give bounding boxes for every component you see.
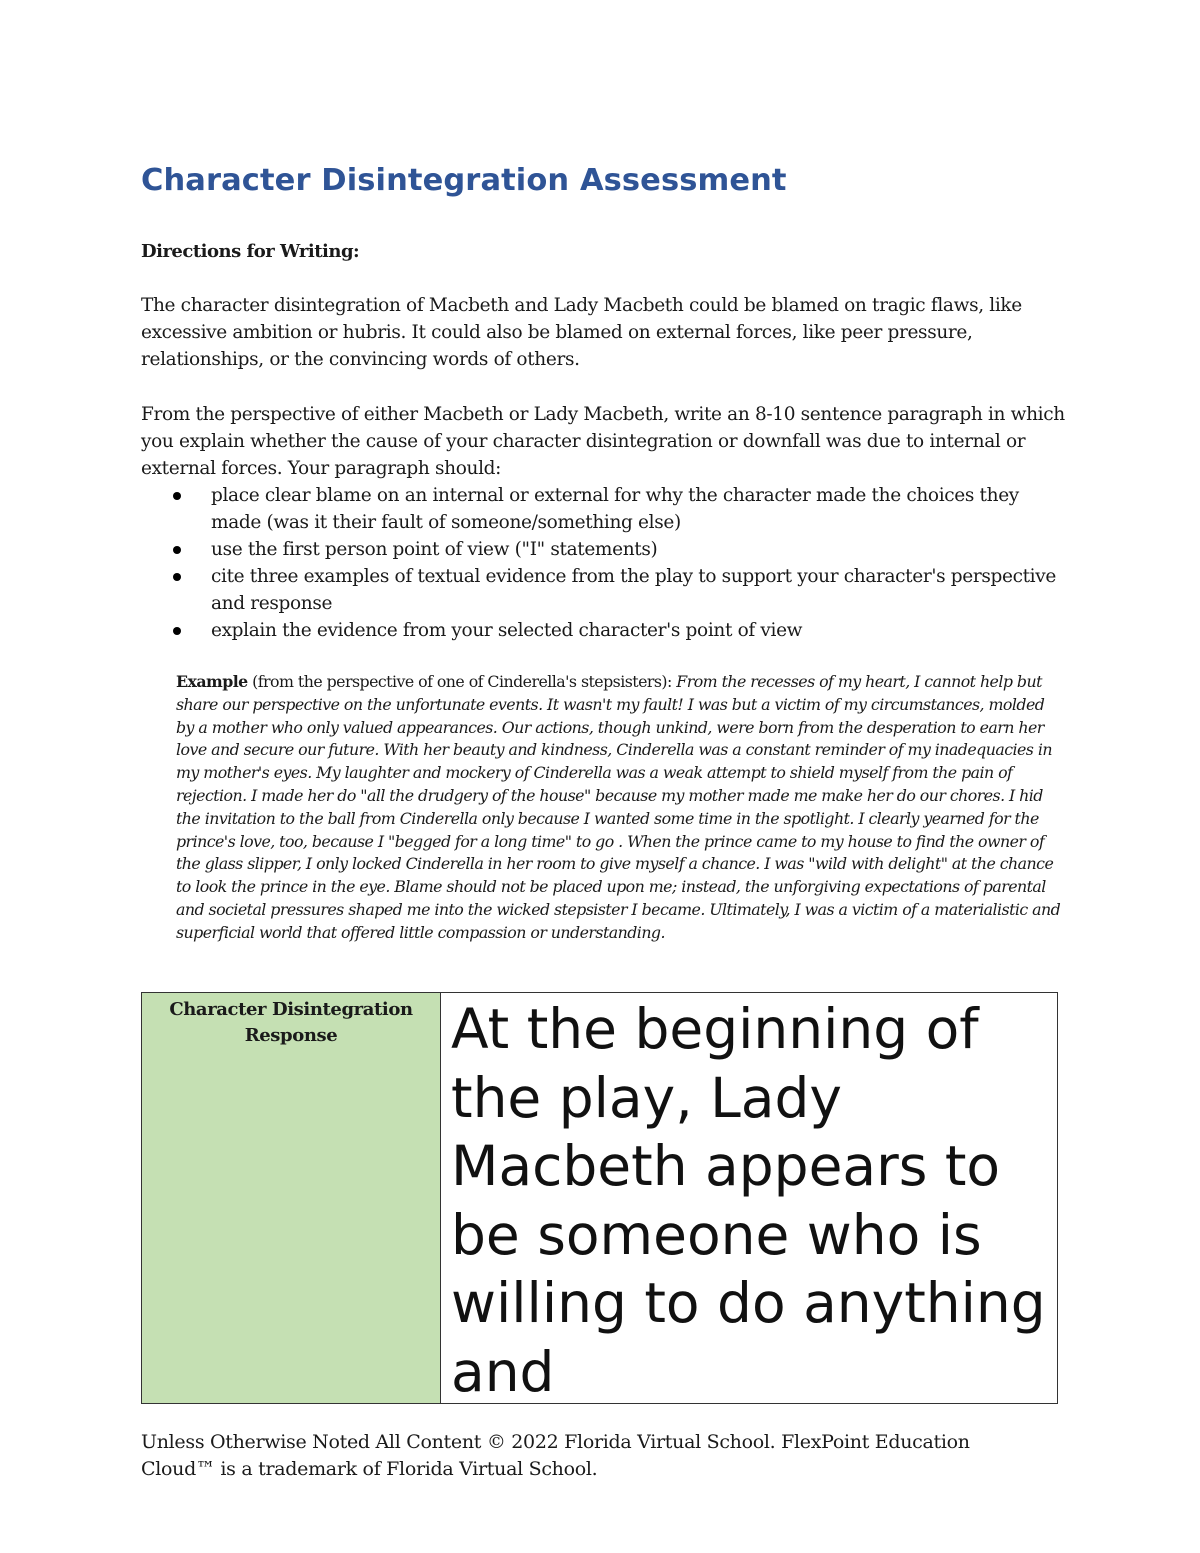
bullet-icon	[173, 546, 181, 554]
list-item-text: place clear blame on an internal or external for why the character made the choices they made (was it their fault of someone/something else)	[211, 485, 1019, 533]
bullet-icon	[173, 492, 181, 500]
response-text-cell[interactable]	[441, 993, 1057, 1403]
requirements-list	[173, 482, 1063, 644]
list-item	[173, 617, 1063, 644]
example-paragraph	[176, 671, 1061, 945]
response-table	[141, 992, 1058, 1404]
response-label-cell	[142, 993, 441, 1403]
bullet-icon	[173, 627, 181, 635]
list-item-text: cite three examples of textual evidence from the play to support your character's perspective and response	[211, 566, 1056, 614]
list-item	[173, 482, 1063, 536]
list-item	[173, 536, 1063, 563]
instructions-paragraph: From the perspective of either Macbeth or Lady Macbeth, write an 8-10 sentence paragraph in which you explain whether the cause of your character disintegration or downfall was due to internal or external forces. Your paragraph should:	[141, 404, 1065, 479]
response-text[interactable]: At the beginning of the play, Lady Macbeth appears to be someone who is willing to do anything and	[451, 997, 1046, 1403]
example-body: From the recesses of my heart, I cannot help but share our perspective on the unfortunate events. It wasn't my fault! I was but a victim of my circumstances, molded by a mother who only valued appearances. Our actions, though unkind, were born from the desperation to earn her love and secure our future. With her beauty and kindness, Cinderella was a constant reminder of my inadequacies in my mother's eyes. My laughter and mockery of Cinderella was a weak attempt to shield myself from the pain of rejection. I made her do "all the drudgery of the house" because my mother made me make her do our chores. I hid the invitation to the ball from Cinderella only because I wanted some time in the spotlight. I clearly yearned for the prince's love, too, because I "begged for a long time" to go . When the prince came to my house to find the owner of the glass slipper, I only locked Cinderella in her room to give myself a chance. I was "wild with delight" at the chance to look the prince in the eye. Blame should not be placed upon me; instead, the unforgiving expectations of parental and societal pressures shaped me into the wicked stepsister I became. Ultimately, I was a victim of a materialistic and superficial world that offered little compassion or understanding.	[176, 672, 1061, 942]
directions-heading: Directions for Writing:	[141, 241, 360, 262]
page-title: Character Disintegration Assessment	[141, 163, 787, 198]
response-label: Character Disintegration Response	[169, 999, 413, 1046]
bullet-icon	[173, 573, 181, 581]
list-item	[173, 563, 1063, 617]
example-label: Example	[176, 672, 248, 691]
example-context: (from the perspective of one of Cinderella's stepsisters):	[247, 672, 677, 691]
list-item-text: use the first person point of view ("I" statements)	[211, 539, 658, 560]
copyright-footer: Unless Otherwise Noted All Content © 2022 Florida Virtual School. FlexPoint Education Cloud™ is a trademark of Florida Virtual School.	[141, 1431, 970, 1480]
intro-paragraph: The character disintegration of Macbeth and Lady Macbeth could be blamed on tragic flaws, like excessive ambition or hubris. It could also be blamed on external forces, like peer pressure, relationships, or the convincing words of others.	[141, 295, 1022, 370]
list-item-text: explain the evidence from your selected character's point of view	[211, 620, 803, 641]
